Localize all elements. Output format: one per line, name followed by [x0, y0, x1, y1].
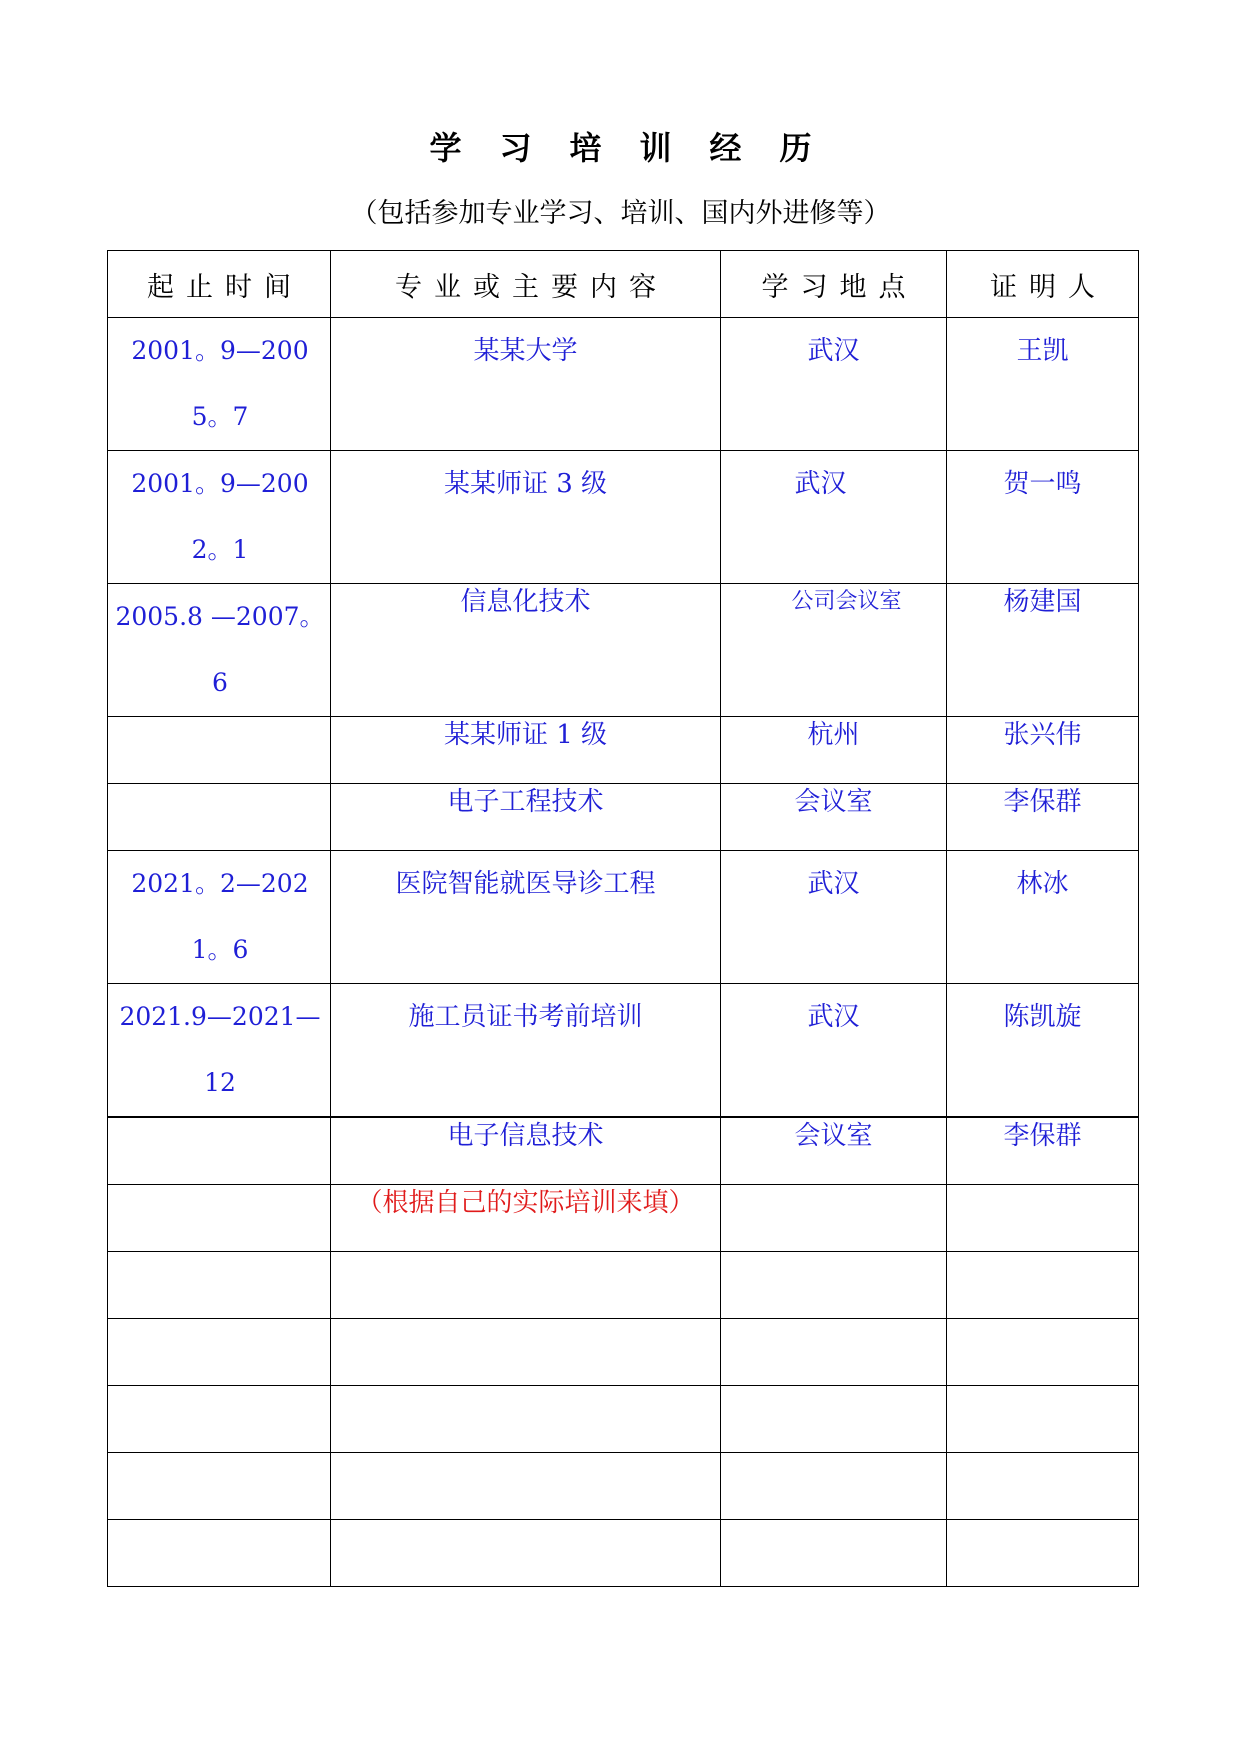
period-cell [108, 717, 331, 784]
content-cell: 电子工程技术 [331, 784, 721, 851]
table-row [108, 318, 1139, 451]
period-cell [108, 1184, 331, 1251]
location-cell: 武汉 [721, 984, 947, 1118]
empty-cell [947, 1452, 1139, 1519]
witness-cell: 贺一鸣 [947, 451, 1139, 584]
empty-cell [108, 1519, 331, 1586]
period-cell [108, 1117, 331, 1184]
witness-cell: 林冰 [947, 851, 1139, 984]
empty-cell [331, 1318, 721, 1385]
witness-cell: 杨建国 [947, 584, 1139, 717]
witness-cell [947, 1184, 1139, 1251]
witness-cell: 张兴伟 [947, 717, 1139, 784]
location-cell: 武汉 [721, 318, 947, 451]
witness-cell: 陈凯旋 [947, 984, 1139, 1118]
location-cell: 会议室 [721, 784, 947, 851]
period-cell: 2001。9—2005。7 [108, 318, 331, 451]
period-cell: 2005.8 —2007。6 [108, 584, 331, 717]
hint-cell: （根据自己的实际培训来填） [331, 1184, 721, 1251]
empty-cell [947, 1251, 1139, 1318]
empty-row [108, 1251, 1139, 1318]
empty-row [108, 1318, 1139, 1385]
witness-cell: 李保群 [947, 784, 1139, 851]
empty-cell [331, 1519, 721, 1586]
content-cell: 某某师证 3 级 [331, 451, 721, 584]
table-row [108, 784, 1139, 851]
empty-cell [108, 1452, 331, 1519]
empty-cell [947, 1519, 1139, 1586]
header-content: 专业或主要内容 [331, 251, 721, 318]
empty-row [108, 1385, 1139, 1452]
period-cell [108, 784, 331, 851]
empty-cell [947, 1318, 1139, 1385]
location-cell: 公司会议室 [721, 584, 947, 717]
witness-cell: 李保群 [947, 1117, 1139, 1184]
empty-cell [721, 1385, 947, 1452]
table-header-row [108, 251, 1139, 318]
table-row [108, 1117, 1139, 1184]
location-cell: 会议室 [721, 1117, 947, 1184]
header-location: 学习地点 [721, 251, 947, 318]
content-cell: 某某师证 1 级 [331, 717, 721, 784]
content-cell: 信息化技术 [331, 584, 721, 717]
empty-cell [721, 1452, 947, 1519]
page-title: 学习培训经历 [429, 129, 850, 167]
empty-cell [721, 1519, 947, 1586]
header-period: 起止时间 [108, 251, 331, 318]
content-cell: 施工员证书考前培训 [331, 984, 721, 1118]
content-cell: 某某大学 [331, 318, 721, 451]
location-cell: 武汉 [721, 451, 947, 584]
training-history-table [107, 250, 1139, 1587]
content-cell: 电子信息技术 [331, 1117, 721, 1184]
location-cell: 杭州 [721, 717, 947, 784]
empty-cell [331, 1251, 721, 1318]
empty-cell [108, 1251, 331, 1318]
location-cell [721, 1184, 947, 1251]
content-cell: 医院智能就医导诊工程 [331, 851, 721, 984]
table-row [108, 584, 1139, 717]
empty-row [108, 1519, 1139, 1586]
empty-cell [721, 1251, 947, 1318]
location-cell: 武汉 [721, 851, 947, 984]
empty-cell [331, 1385, 721, 1452]
empty-cell [721, 1318, 947, 1385]
table-row [108, 984, 1139, 1118]
witness-cell: 王凯 [947, 318, 1139, 451]
period-cell: 2001。9—2002。1 [108, 451, 331, 584]
table-row [108, 851, 1139, 984]
empty-row [108, 1452, 1139, 1519]
header-witness: 证明人 [947, 251, 1139, 318]
page-subtitle: （包括参加专业学习、培训、国内外进修等） [350, 198, 891, 229]
empty-cell [108, 1318, 331, 1385]
empty-cell [331, 1452, 721, 1519]
empty-cell [947, 1385, 1139, 1452]
empty-cell [108, 1385, 331, 1452]
table-row [108, 717, 1139, 784]
period-cell: 2021。2—2021。6 [108, 851, 331, 984]
table-row [108, 451, 1139, 584]
table-row [108, 1184, 1139, 1251]
period-cell: 2021.9—2021—12 [108, 984, 331, 1118]
